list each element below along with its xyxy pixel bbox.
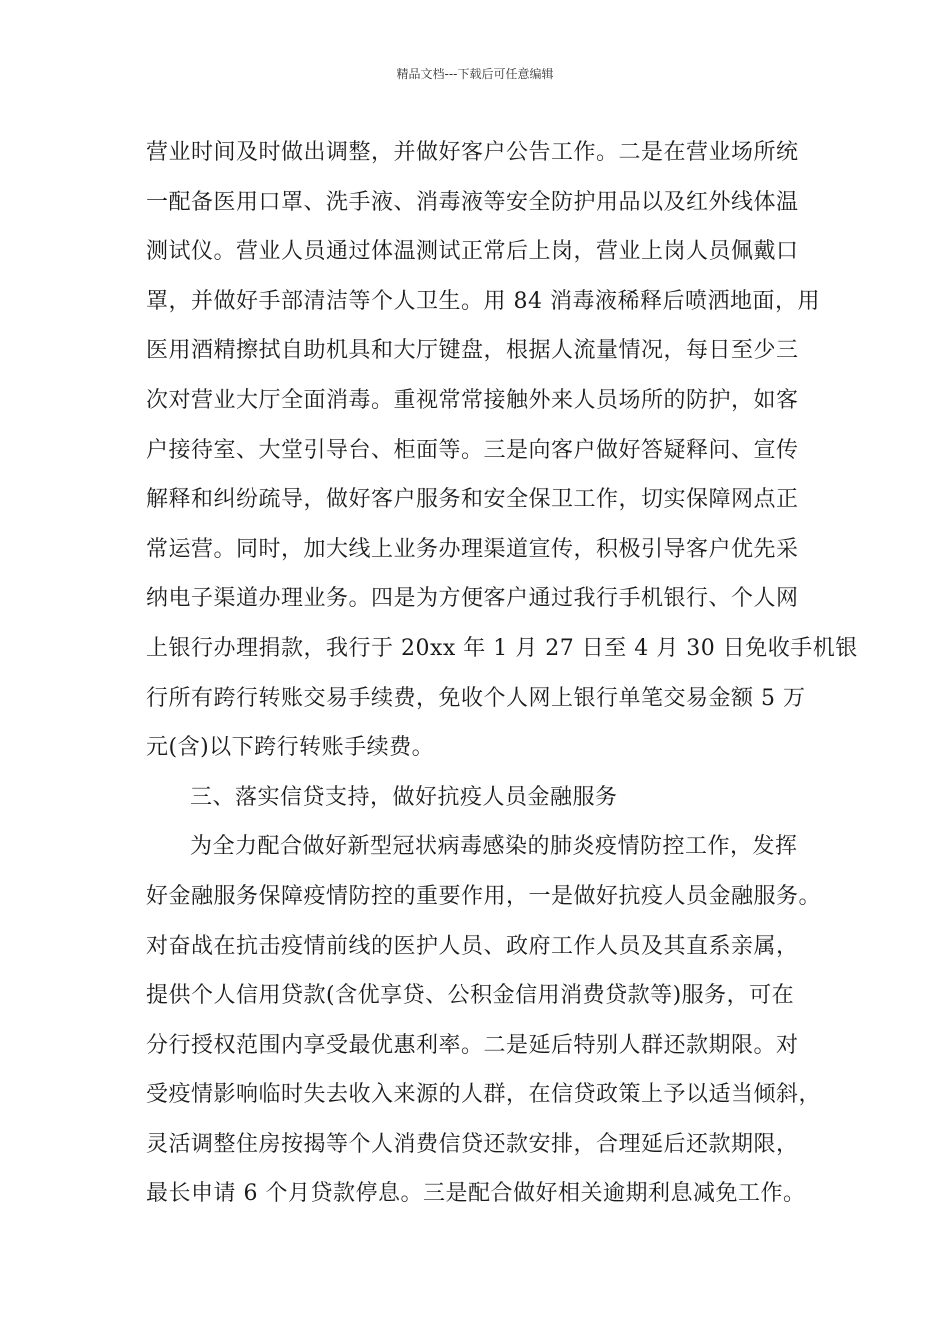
text-line: 对奋战在抗击疫情前线的医护人员、政府工作人员及其直系亲属，: [146, 933, 799, 959]
text-line: 行所有跨行转账交易手续费，免收个人网上银行单笔交易金额 5 万: [146, 685, 806, 711]
text-line: 分行授权范围内享受最优惠利率。二是延后特别人群还款期限。对: [146, 1032, 799, 1058]
text-line: 上银行办理捐款，我行于 20xx 年 1 月 27 日至 4 月 30 日免收手机银: [146, 635, 858, 661]
text-line: 灵活调整住房按揭等个人消费信贷还款安排，合理延后还款期限，: [146, 1131, 799, 1157]
text-line: 元(含)以下跨行转账手续费。: [146, 735, 435, 761]
text-line: 好金融服务保障疫情防控的重要作用，一是做好抗疫人员金融服务。: [146, 883, 822, 909]
text-line: 次对营业大厅全面消毒。重视常常接触外来人员场所的防护，如客: [146, 387, 799, 413]
text-line: 最长申请 6 个月贷款停息。三是配合做好相关逾期利息减免工作。: [146, 1181, 806, 1207]
text-line: 一配备医用口罩、洗手液、消毒液等安全防护用品以及红外线体温: [146, 189, 799, 215]
page-header: 精品文档---下载后可任意编辑: [396, 67, 554, 81]
text-line: 常运营。同时，加大线上业务办理渠道宣传，积极引导客户优先采: [146, 536, 799, 562]
text-line: 测试仪。营业人员通过体温测试正常后上岗，营业上岗人员佩戴口: [146, 239, 799, 265]
document-body: [146, 128, 858, 1219]
text-line: 解释和纠纷疏导，做好客户服务和安全保卫工作，切实保障网点正: [146, 487, 799, 513]
text-line: 营业时间及时做出调整，并做好客户公告工作。二是在营业场所统: [146, 140, 799, 165]
text-line: 医用酒精擦拭自助机具和大厅键盘，根据人流量情况，每日至少三: [146, 338, 799, 364]
text-line: 提供个人信用贷款(含优享贷、公积金信用消费贷款等)服务，可在: [146, 983, 795, 1009]
section-heading: 三、落实信贷支持，做好抗疫人员金融服务: [190, 784, 618, 810]
text-line: 罩，并做好手部清洁等个人卫生。用 84 消毒液稀释后喷洒地面，用: [146, 288, 820, 314]
text-line: 受疫情影响临时失去收入来源的人群，在信贷政策上予以适当倾斜，: [146, 1082, 822, 1108]
text-line: 为全力配合做好新型冠状病毒感染的肺炎疫情防控工作，发挥: [190, 834, 798, 860]
text-line: 户接待室、大堂引导台、柜面等。三是向客户做好答疑释问、宣传: [146, 437, 799, 463]
text-line: 纳电子渠道办理业务。四是为方便客户通过我行手机银行、个人网: [146, 586, 799, 612]
